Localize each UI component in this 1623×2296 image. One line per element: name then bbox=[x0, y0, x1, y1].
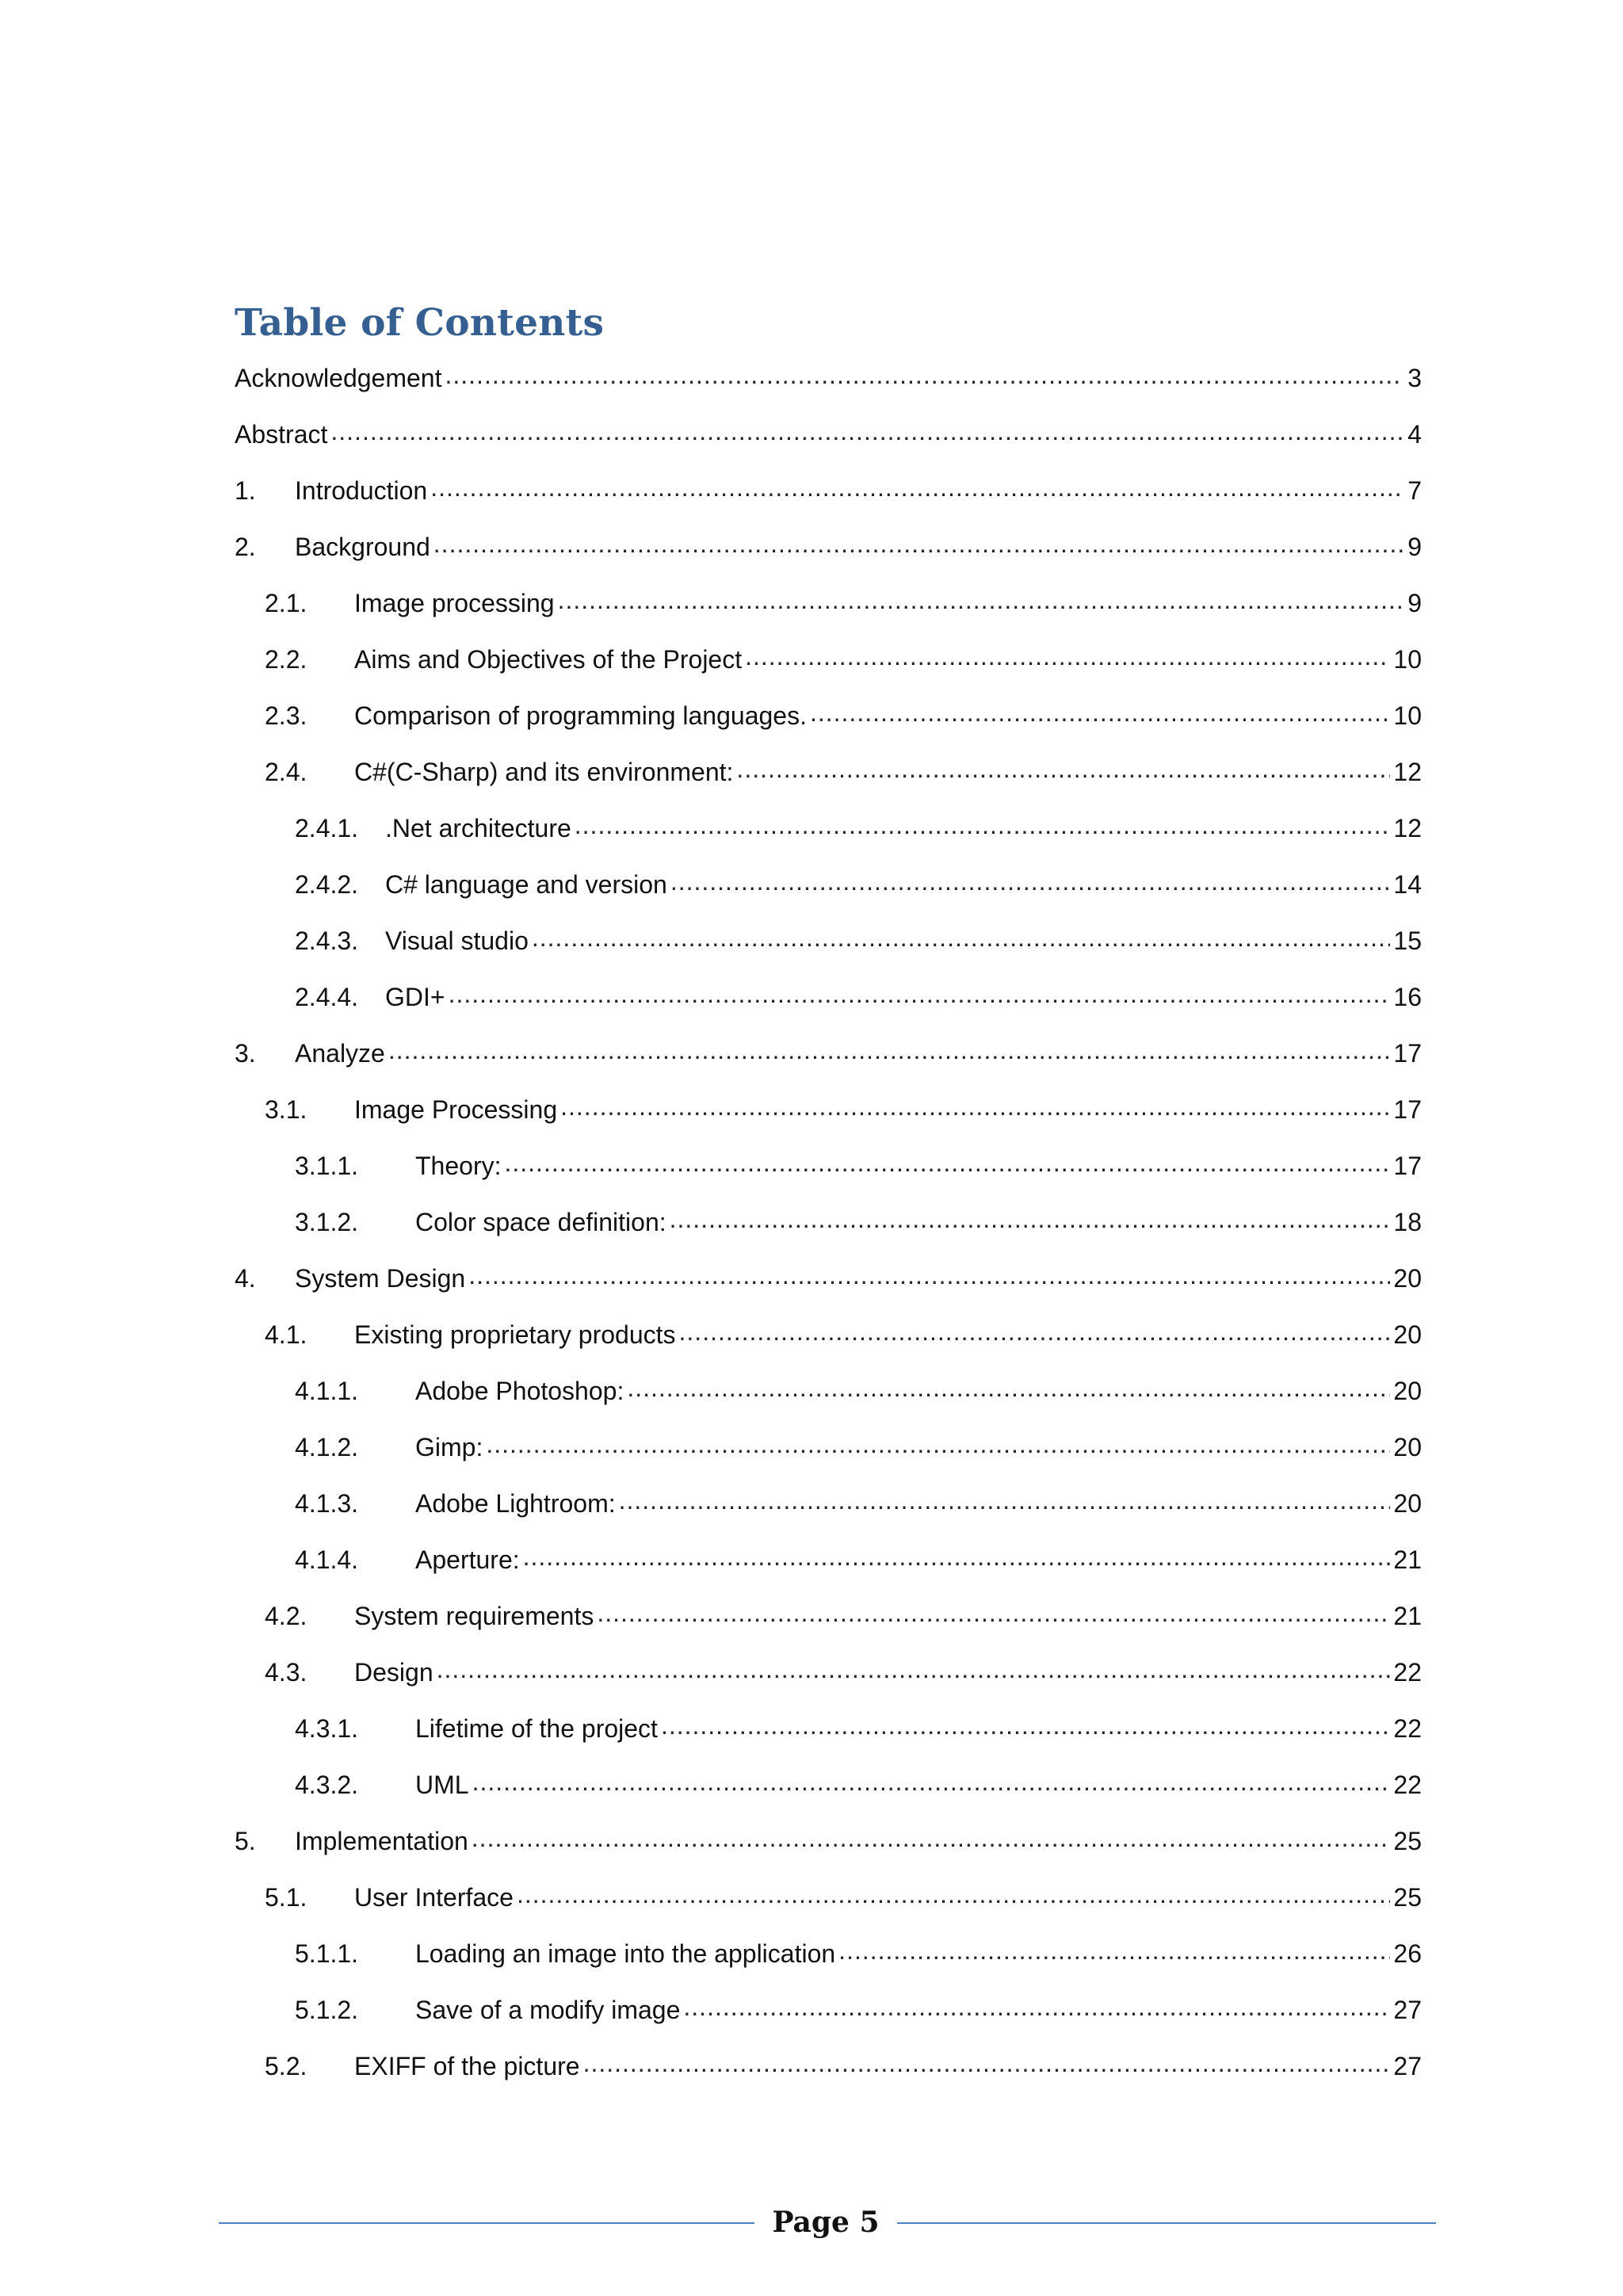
dot-leader bbox=[838, 1938, 1390, 1969]
toc-entry-label: Color space definition: bbox=[415, 1207, 666, 1236]
toc-entry-net-architecture[interactable] bbox=[235, 800, 1422, 856]
page-number: Page 5 bbox=[772, 2206, 880, 2239]
toc-entry-label: Aperture: bbox=[415, 1545, 520, 1574]
toc-entry-introduction[interactable] bbox=[235, 462, 1422, 518]
toc-entry-number: 4. bbox=[235, 1263, 256, 1293]
dot-leader bbox=[330, 418, 1403, 450]
dot-leader bbox=[560, 1094, 1390, 1125]
toc-entry-label: Introduction bbox=[295, 476, 428, 505]
toc-entry-number: 3.1. bbox=[265, 1095, 307, 1124]
toc-entry-page: 16 bbox=[1393, 982, 1422, 1011]
toc-entry-background[interactable] bbox=[235, 518, 1422, 575]
toc-entry-number: 5.2. bbox=[265, 2051, 307, 2080]
toc-entry-number: 2.4.1. bbox=[295, 813, 359, 842]
toc-entry-label: Adobe Photoshop: bbox=[415, 1376, 624, 1405]
toc-entry-label: Comparison of programming languages. bbox=[354, 701, 807, 730]
dot-leader bbox=[670, 1206, 1391, 1238]
toc-entry-number: 2.4. bbox=[265, 757, 307, 786]
toc-entry-number: 5.1. bbox=[265, 1882, 307, 1912]
toc-entry-page: 27 bbox=[1393, 1995, 1422, 2024]
toc-entry-page: 25 bbox=[1393, 1882, 1422, 1912]
toc-entry-implementation[interactable] bbox=[235, 1813, 1422, 1869]
toc-entry-number: 2.1. bbox=[265, 588, 307, 617]
toc-entry-label: Gimp: bbox=[415, 1432, 483, 1461]
dot-leader bbox=[627, 1375, 1390, 1407]
toc-entry-abstract[interactable] bbox=[235, 406, 1422, 462]
dot-leader bbox=[433, 531, 1403, 563]
toc-entry-page: 9 bbox=[1407, 532, 1422, 561]
toc-entry-number: 5.1.2. bbox=[295, 1995, 359, 2024]
toc-entry-label: User Interface bbox=[354, 1882, 514, 1912]
toc-entry-number: 1. bbox=[235, 476, 256, 505]
dot-leader bbox=[430, 475, 1403, 506]
toc-entry-label: Aims and Objectives of the Project bbox=[354, 644, 743, 674]
toc-entry-page: 21 bbox=[1393, 1545, 1422, 1574]
toc-entry-page: 22 bbox=[1393, 1657, 1422, 1687]
toc-entry-number: 2. bbox=[235, 532, 256, 561]
toc-entry-number: 4.1.1. bbox=[295, 1376, 359, 1405]
toc-entry-page: 15 bbox=[1393, 926, 1422, 955]
toc-entry-save-modified-image[interactable] bbox=[235, 1981, 1422, 2038]
toc-entry-page: 20 bbox=[1393, 1488, 1422, 1518]
toc-entry-page: 12 bbox=[1393, 813, 1422, 842]
toc-entry-page: 20 bbox=[1393, 1432, 1422, 1461]
dot-leader bbox=[745, 644, 1390, 675]
toc-entry-number: 5.1.1. bbox=[295, 1939, 359, 1968]
toc-title: Table of Contents bbox=[235, 301, 605, 345]
toc-entry-image-processing-analyze[interactable] bbox=[235, 1081, 1422, 1137]
toc-entry-uml[interactable] bbox=[235, 1756, 1422, 1813]
toc-entry-label: UML bbox=[415, 1770, 469, 1799]
toc-entry-page: 4 bbox=[1407, 419, 1422, 449]
toc-entry-page: 3 bbox=[1407, 363, 1422, 392]
toc-entry-number: 2.2. bbox=[265, 644, 307, 674]
dot-leader bbox=[504, 1150, 1390, 1182]
dot-leader bbox=[532, 925, 1391, 957]
toc-entry-gdi-plus[interactable] bbox=[235, 968, 1422, 1025]
toc-entry-page: 25 bbox=[1393, 1826, 1422, 1855]
toc-entry-number: 2.3. bbox=[265, 701, 307, 730]
toc-entry-adobe-photoshop[interactable] bbox=[235, 1362, 1422, 1419]
toc-entry-acknowledgement[interactable] bbox=[235, 350, 1422, 406]
toc-entry-page: 27 bbox=[1393, 2051, 1422, 2080]
toc-entry-label: Save of a modify image bbox=[415, 1995, 681, 2024]
toc-entry-label: GDI+ bbox=[385, 982, 445, 1011]
toc-entry-page: 20 bbox=[1393, 1376, 1422, 1405]
toc-entry-label: EXIFF of the picture bbox=[354, 2051, 580, 2080]
toc-entry-aperture[interactable] bbox=[235, 1531, 1422, 1587]
toc-entry-color-space[interactable] bbox=[235, 1194, 1422, 1250]
dot-leader bbox=[517, 1881, 1390, 1913]
dot-leader bbox=[583, 2050, 1391, 2082]
toc-entry-system-design[interactable] bbox=[235, 1250, 1422, 1306]
dot-leader bbox=[486, 1431, 1390, 1463]
toc-entry-label: Existing proprietary products bbox=[354, 1320, 676, 1349]
dot-leader bbox=[472, 1825, 1391, 1857]
dot-leader bbox=[619, 1488, 1391, 1519]
dot-leader bbox=[679, 1319, 1391, 1350]
toc-entry-label: Theory: bbox=[415, 1151, 502, 1180]
footer-rule-right bbox=[897, 2222, 1436, 2224]
dot-leader bbox=[468, 1263, 1390, 1294]
page-footer bbox=[219, 2199, 1436, 2244]
toc-entry-page: 26 bbox=[1393, 1939, 1422, 1968]
dot-leader bbox=[523, 1544, 1391, 1576]
toc-entry-page: 9 bbox=[1407, 588, 1422, 617]
toc-entry-number: 4.1.4. bbox=[295, 1545, 359, 1574]
toc-entry-aims-objectives[interactable] bbox=[235, 631, 1422, 687]
toc-entry-page: 22 bbox=[1393, 1713, 1422, 1743]
toc-entry-label: Implementation bbox=[295, 1826, 468, 1855]
dot-leader bbox=[558, 587, 1403, 619]
toc-entry-label: C# language and version bbox=[385, 869, 667, 899]
toc-entry-design[interactable] bbox=[235, 1644, 1422, 1700]
toc-entry-analyze[interactable] bbox=[235, 1025, 1422, 1081]
toc-entry-existing-products[interactable] bbox=[235, 1306, 1422, 1362]
dot-leader bbox=[810, 700, 1390, 732]
toc-entry-visual-studio[interactable] bbox=[235, 912, 1422, 968]
toc-entry-page: 20 bbox=[1393, 1320, 1422, 1349]
toc-entry-number: 4.1. bbox=[265, 1320, 307, 1349]
toc-entry-label: .Net architecture bbox=[385, 813, 571, 842]
toc-entry-page: 22 bbox=[1393, 1770, 1422, 1799]
toc-entry-number: 3.1.1. bbox=[295, 1151, 359, 1180]
toc-entry-number: 3. bbox=[235, 1038, 256, 1068]
toc-entry-number: 4.3. bbox=[265, 1657, 307, 1687]
toc-entry-gimp[interactable] bbox=[235, 1419, 1422, 1475]
toc-entry-number: 2.4.2. bbox=[295, 869, 359, 899]
toc-entry-csharp-language[interactable] bbox=[235, 856, 1422, 912]
dot-leader bbox=[661, 1713, 1390, 1744]
toc-entry-label: System requirements bbox=[354, 1601, 594, 1630]
toc-list bbox=[235, 350, 1422, 2094]
toc-entry-page: 7 bbox=[1407, 476, 1422, 505]
toc-entry-number: 4.3.1. bbox=[295, 1713, 359, 1743]
toc-entry-page: 17 bbox=[1393, 1038, 1422, 1068]
toc-entry-user-interface[interactable] bbox=[235, 1869, 1422, 1925]
toc-entry-page: 10 bbox=[1393, 701, 1422, 730]
toc-entry-label: Lifetime of the project bbox=[415, 1713, 658, 1743]
toc-entry-image-processing[interactable] bbox=[235, 575, 1422, 631]
toc-entry-label: Analyze bbox=[295, 1038, 385, 1068]
toc-entry-loading-image[interactable] bbox=[235, 1925, 1422, 1981]
toc-entry-csharp-environment[interactable] bbox=[235, 743, 1422, 800]
dot-leader bbox=[437, 1656, 1391, 1688]
toc-entry-page: 17 bbox=[1393, 1151, 1422, 1180]
toc-entry-label: Image Processing bbox=[354, 1095, 558, 1124]
dot-leader bbox=[670, 869, 1391, 900]
toc-entry-page: 17 bbox=[1393, 1095, 1422, 1124]
footer-rule-left bbox=[219, 2222, 754, 2224]
toc-entry-number: 3.1.2. bbox=[295, 1207, 359, 1236]
toc-entry-label: Adobe Lightroom: bbox=[415, 1488, 616, 1518]
toc-entry-page: 12 bbox=[1393, 757, 1422, 786]
toc-entry-number: 2.4.3. bbox=[295, 926, 359, 955]
toc-entry-page: 20 bbox=[1393, 1263, 1422, 1293]
toc-entry-theory[interactable] bbox=[235, 1137, 1422, 1194]
dot-leader bbox=[445, 362, 1403, 394]
dot-leader bbox=[388, 1037, 1391, 1069]
toc-entry-number: 4.1.2. bbox=[295, 1432, 359, 1461]
toc-entry-number: 4.2. bbox=[265, 1601, 307, 1630]
toc-entry-label: Loading an image into the application bbox=[415, 1939, 836, 1968]
toc-entry-label: Image processing bbox=[354, 588, 555, 617]
toc-entry-page: 10 bbox=[1393, 644, 1422, 674]
dot-leader bbox=[575, 812, 1391, 844]
toc-entry-number: 4.1.3. bbox=[295, 1488, 359, 1518]
dot-leader bbox=[597, 1600, 1390, 1632]
toc-entry-system-requirements[interactable] bbox=[235, 1587, 1422, 1644]
dot-leader bbox=[736, 756, 1390, 788]
toc-entry-label: Acknowledgement bbox=[235, 363, 442, 392]
toc-entry-label: Design bbox=[354, 1657, 433, 1687]
toc-entry-number: 4.3.2. bbox=[295, 1770, 359, 1799]
toc-entry-label: System Design bbox=[295, 1263, 466, 1293]
toc-entry-exiff-picture[interactable] bbox=[235, 2038, 1422, 2094]
toc-entry-comparison-languages[interactable] bbox=[235, 687, 1422, 743]
toc-entry-label: Background bbox=[295, 532, 430, 561]
toc-entry-number: 2.4.4. bbox=[295, 982, 359, 1011]
toc-entry-number: 5. bbox=[235, 1826, 256, 1855]
dot-leader bbox=[472, 1769, 1391, 1801]
toc-entry-lifetime-project[interactable] bbox=[235, 1700, 1422, 1756]
toc-entry-label: Visual studio bbox=[385, 926, 529, 955]
toc-entry-label: C#(C-Sharp) and its environment: bbox=[354, 757, 734, 786]
toc-entry-label: Abstract bbox=[235, 419, 328, 449]
toc-entry-page: 18 bbox=[1393, 1207, 1422, 1236]
toc-entry-page: 21 bbox=[1393, 1601, 1422, 1630]
toc-entry-adobe-lightroom[interactable] bbox=[235, 1475, 1422, 1531]
dot-leader bbox=[683, 1994, 1390, 2026]
dot-leader bbox=[449, 981, 1391, 1013]
toc-entry-page: 14 bbox=[1393, 869, 1422, 899]
